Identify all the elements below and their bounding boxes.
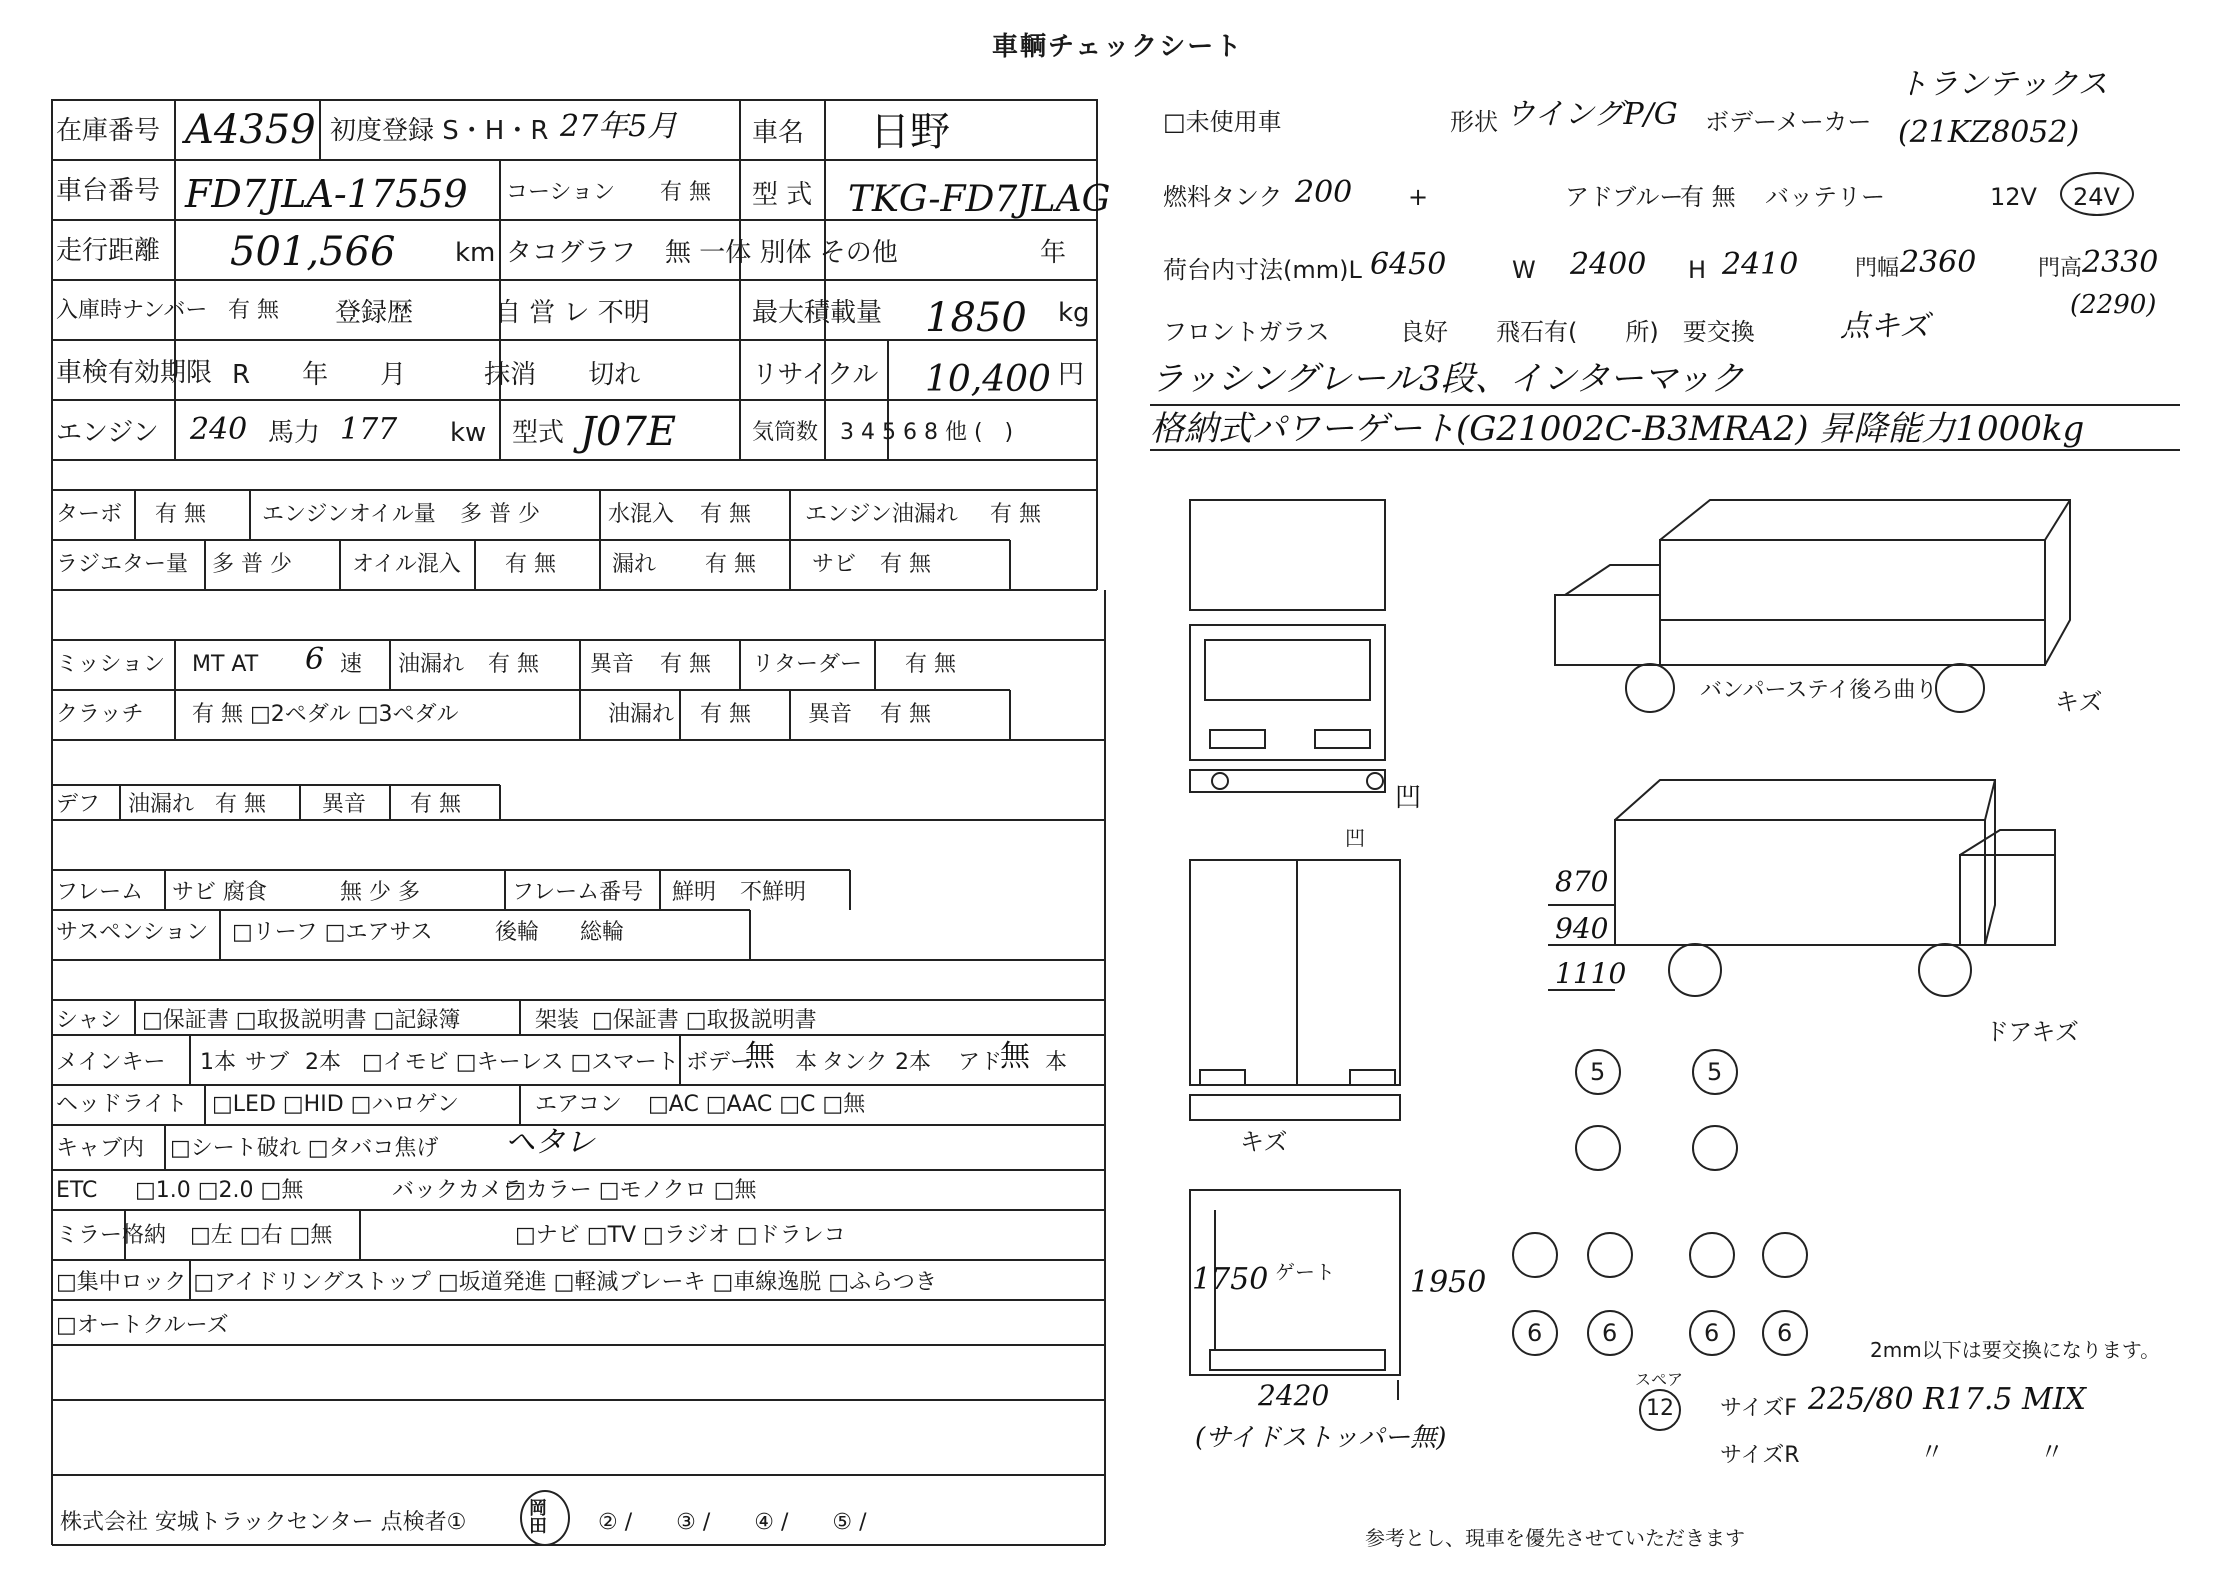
side-scratch-note: キズ xyxy=(2055,688,2103,716)
body-key-unit: 本 xyxy=(795,1050,818,1075)
engine-type-label: 型式 xyxy=(512,418,565,448)
aircon-options: □AC □AAC □C □無 xyxy=(648,1092,866,1117)
stock-number-value: A4359 xyxy=(185,107,316,153)
tachograph-label: タコグラフ xyxy=(506,238,637,268)
cylinders-options: 3 4 5 6 8 他 ( ) xyxy=(840,420,1014,445)
frame-rust-label: サビ 腐食 xyxy=(172,880,267,905)
tank-key-count: 2本 xyxy=(895,1050,931,1075)
transmission-noise-label: 異音 xyxy=(590,652,635,677)
tire-size-rear-value: 〃 〃 xyxy=(1920,1438,2064,1466)
rust-label: サビ xyxy=(812,552,857,577)
gate-width-label: 門幅 xyxy=(1855,256,1900,281)
car-name-value: 日野 xyxy=(870,109,950,155)
corrosion-options: 有 無 xyxy=(660,180,711,205)
engine-value: 240 xyxy=(190,412,248,447)
leak-label: 漏れ xyxy=(612,552,657,577)
top-dent-note: 凹 xyxy=(1345,826,1365,850)
gate-height-label: 門高 xyxy=(2038,256,2083,281)
recycle-unit: 円 xyxy=(1058,360,1085,390)
clutch-label: クラッチ xyxy=(56,702,144,727)
shape-value: ウイングP/G xyxy=(1505,97,1678,132)
engine-label: エンジン xyxy=(56,418,159,448)
chassis-number-value: FD7JLA-17559 xyxy=(185,172,468,216)
entry-plate-options: 有 無 xyxy=(228,298,279,323)
tire-size-rear-label: サイズR xyxy=(1720,1443,1800,1468)
turbo-options: 有 無 xyxy=(155,502,206,527)
inspector-stamp-text: 岡田 xyxy=(526,1498,547,1534)
frame-label: フレーム xyxy=(56,880,144,905)
gate-height: 2330 xyxy=(2082,245,2159,280)
battery-24v: 24V xyxy=(2073,183,2120,211)
engine-oil-leak-label: エンジン油漏れ xyxy=(805,502,958,527)
cargo-width-label: W xyxy=(1512,256,1536,284)
footer-company: 株式会社 安城トラックセンター 点検者① xyxy=(60,1510,467,1535)
body-maker-value: トランテックス xyxy=(1898,67,2108,102)
gate-label: ゲート xyxy=(1275,1260,1335,1284)
height-870: 870 xyxy=(1555,865,1609,898)
fuel-plus: + xyxy=(1408,183,1429,211)
front-dent-note: 凹 xyxy=(1395,783,1422,813)
frame-number-unclear: 不鮮明 xyxy=(740,880,807,905)
cargo-width: 2400 xyxy=(1570,247,1647,282)
height-940: 940 xyxy=(1555,912,1609,945)
transmission-leak-label: 油漏れ xyxy=(398,652,465,677)
transmission-label: ミッション xyxy=(56,652,166,677)
body-docs-label: 架装 xyxy=(535,1008,580,1033)
water-mix-options: 有 無 xyxy=(700,502,751,527)
gate-height-alt: (2290) xyxy=(2070,290,2157,320)
inspection-options: R 年 月 抹消 切れ xyxy=(232,360,641,390)
cargo-height-label: H xyxy=(1688,256,1707,284)
tachograph-year: 年 xyxy=(1040,238,1067,268)
auto-cruise-option: □オートクルーズ xyxy=(56,1313,229,1338)
body-maker-code: (21KZ8052) xyxy=(1898,115,2080,150)
suspension-rear: 後輪 xyxy=(495,920,540,945)
gate-width: 2360 xyxy=(1900,245,1977,280)
body-note-2: 格納式パワーゲート(G21002C-B3MRA2) 昇降能力1000kg xyxy=(1150,409,2085,449)
main-key-count: 1本 xyxy=(200,1050,236,1075)
entry-plate-label: 入庫時ナンバー xyxy=(56,298,208,323)
height-1110: 1110 xyxy=(1555,957,1627,990)
tire-size-front-value: 225/80 R17.5 MIX xyxy=(1808,1382,2086,1417)
body-maker-label: ボデーメーカー xyxy=(1705,108,1872,136)
cab-label: キャブ内 xyxy=(56,1136,145,1161)
safety-options: □集中ロック □アイドリングストップ □坂道発進 □軽減ブレーキ □車線逸脱 □ふらつき xyxy=(56,1270,937,1295)
retarder-options: 有 無 xyxy=(905,652,956,677)
tachograph-options: 無 一体 別体 その他 xyxy=(665,238,898,268)
sub-key-label: サブ xyxy=(245,1050,290,1075)
windshield-note: 点キズ xyxy=(1840,309,1930,344)
headlight-options: □LED □HID □ハロゲン xyxy=(212,1092,459,1117)
etc-label: ETC xyxy=(56,1178,98,1203)
tire-rear-1: 6 xyxy=(1527,1319,1543,1347)
footer-other-inspectors: ② / ③ / ④ / ⑤ / xyxy=(598,1510,867,1535)
diff-noise-label: 異音 xyxy=(322,792,367,817)
clutch-noise-label: 異音 xyxy=(808,702,853,727)
key-type-options: □イモビ □キーレス □スマート xyxy=(362,1050,679,1075)
inspection-label: 車検有効期限 xyxy=(56,358,213,388)
leak-options: 有 無 xyxy=(705,552,756,577)
gate-total-height: 1950 xyxy=(1410,1265,1487,1300)
battery-label: バッテリー xyxy=(1765,183,1885,211)
door-scratch-note: ドアキズ xyxy=(1985,1018,2079,1046)
gate-width-value: 2420 xyxy=(1258,1379,1330,1412)
spare-value: 12 xyxy=(1646,1396,1674,1421)
diff-leak-options: 有 無 xyxy=(215,792,266,817)
gear-count: 6 xyxy=(305,642,325,677)
battery-12v: 12V xyxy=(1990,183,2037,211)
engine-type-value: J07E xyxy=(580,409,677,455)
chassis-docs-options: □保証書 □取扱説明書 □記録簿 xyxy=(142,1008,461,1033)
chassis-number-label: 車台番号 xyxy=(56,176,161,206)
mileage-unit: km xyxy=(455,238,496,268)
mileage-label: 走行距離 xyxy=(56,236,161,266)
max-load-unit: kg xyxy=(1058,298,1090,328)
mirror-label: ミラー格納 xyxy=(56,1223,167,1248)
horsepower-label: 馬力 xyxy=(268,418,321,448)
engine-oil-level-label: エンジンオイル量 xyxy=(262,502,436,527)
cylinders-label: 気筒数 xyxy=(752,420,819,445)
cargo-dims-label: 荷台内寸法(mm)L xyxy=(1163,256,1362,284)
tank-key-label: タンク xyxy=(822,1050,888,1075)
max-load-value: 1850 xyxy=(925,295,1027,341)
back-camera-label: バックカメラ xyxy=(392,1178,525,1203)
oil-mix-options: 有 無 xyxy=(505,552,556,577)
etc-options: □1.0 □2.0 □無 xyxy=(135,1178,304,1203)
mirror-options: □左 □右 □無 xyxy=(190,1223,333,1248)
tire-replace-note: 2mm以下は要交換になります。 xyxy=(1870,1338,2161,1362)
tire-front-left: 5 xyxy=(1590,1058,1606,1086)
side-stopper-note: (サイドストッパー無) xyxy=(1195,1423,1447,1453)
windshield-label: フロントガラス xyxy=(1163,318,1330,346)
sub-key-count: 2本 xyxy=(305,1050,341,1075)
bottom-scratch-note: キズ xyxy=(1240,1128,1288,1156)
equipment-options: □ナビ □TV □ラジオ □ドラレコ xyxy=(515,1223,846,1248)
body-docs-options: □保証書 □取扱説明書 xyxy=(592,1008,817,1033)
tire-rear-3: 6 xyxy=(1704,1319,1720,1347)
gear-unit: 速 xyxy=(340,652,363,677)
recycle-value: 10,400 xyxy=(925,359,1051,400)
suspension-options: □リーフ □エアサス xyxy=(232,920,433,945)
chassis-docs-label: シャシ xyxy=(56,1008,122,1033)
headlight-label: ヘッドライト xyxy=(56,1092,188,1117)
shape-label: 形状 xyxy=(1450,108,1498,136)
water-mix-label: 水混入 xyxy=(608,502,675,527)
main-key-label: メインキー xyxy=(56,1050,166,1075)
cargo-length: 6450 xyxy=(1370,247,1447,282)
frame-number-label: フレーム番号 xyxy=(512,880,644,905)
first-registration-label: 初度登録 S・H・R xyxy=(330,116,549,146)
registration-history-label: 登録歴 xyxy=(335,298,414,328)
recycle-label: リサイクル xyxy=(752,360,879,390)
clutch-leak-label: 油漏れ xyxy=(608,702,675,727)
spare-label: スペア xyxy=(1635,1370,1684,1389)
radiator-label: ラジエター量 xyxy=(56,552,189,577)
fuel-tank-value: 200 xyxy=(1295,175,1353,210)
corrosion-label: コーション xyxy=(506,180,616,205)
registration-history-options: 自 営 レ 不明 xyxy=(495,298,650,328)
frame-number-clear: 鮮明 xyxy=(672,880,717,905)
windshield-options: 良好 飛石有( 所) 要交換 xyxy=(1400,318,1755,346)
diff-label: デフ xyxy=(56,792,101,817)
max-load-label: 最大積載量 xyxy=(752,298,883,328)
stock-number-label: 在庫番号 xyxy=(56,116,161,146)
car-name-label: 車名 xyxy=(752,118,805,148)
transmission-noise-options: 有 無 xyxy=(660,652,711,677)
back-camera-options: □カラー □モノクロ □無 xyxy=(505,1178,757,1203)
model-value: TKG-FD7JLAG xyxy=(848,179,1111,220)
kw-unit: kw xyxy=(450,418,487,448)
oil-mix-label: オイル混入 xyxy=(352,552,461,577)
bumper-stay-note: バンパーステイ後ろ曲り xyxy=(1700,678,1938,703)
frame-rust-options: 無 少 多 xyxy=(340,880,420,905)
diff-noise-options: 有 無 xyxy=(410,792,461,817)
cab-note: ヘタレ xyxy=(505,1125,595,1160)
tire-rear-2: 6 xyxy=(1602,1319,1618,1347)
adblue-label: アドブルー xyxy=(1565,183,1684,211)
reference-note: 参考とし、現車を優先させていただきます xyxy=(1365,1526,1745,1550)
page-title: 車輌チェックシート xyxy=(992,32,1244,62)
first-registration-value: 27年5月 xyxy=(560,109,678,144)
ad-key-unit: 本 xyxy=(1045,1050,1068,1075)
transmission-leak-options: 有 無 xyxy=(488,652,539,677)
clutch-options: 有 無 □2ペダル □3ペダル xyxy=(192,702,459,727)
rust-options: 有 無 xyxy=(880,552,931,577)
retarder-label: リターダー xyxy=(752,652,863,677)
radiator-options: 多 普 少 xyxy=(212,552,292,577)
body-key-value: 無 xyxy=(745,1039,775,1074)
ad-key-value: 無 xyxy=(1000,1039,1030,1074)
suspension-label: サスペンション xyxy=(56,920,209,945)
tire-size-front-label: サイズF xyxy=(1720,1396,1797,1421)
tire-rear-4: 6 xyxy=(1777,1319,1793,1347)
kw-value: 177 xyxy=(340,412,398,447)
diff-leak-label: 油漏れ xyxy=(128,792,195,817)
clutch-leak-options: 有 無 xyxy=(700,702,751,727)
suspension-all: 総輪 xyxy=(580,920,625,945)
unused-vehicle-checkbox: □未使用車 xyxy=(1163,108,1282,136)
tire-front-right: 5 xyxy=(1707,1058,1723,1086)
body-key-label: ボデー xyxy=(686,1050,753,1075)
clutch-noise-options: 有 無 xyxy=(880,702,931,727)
gate-height-value: 1750 xyxy=(1192,1262,1269,1297)
ad-key-label: アド xyxy=(958,1050,1003,1075)
adblue-options: 有 無 xyxy=(1680,183,1736,211)
engine-oil-leak-options: 有 無 xyxy=(990,502,1041,527)
aircon-label: エアコン xyxy=(535,1092,622,1117)
model-label: 型 式 xyxy=(752,180,813,210)
engine-oil-level-options: 多 普 少 xyxy=(460,502,540,527)
transmission-type: MT AT xyxy=(192,652,259,677)
fuel-tank-label: 燃料タンク xyxy=(1163,183,1283,211)
turbo-label: ターボ xyxy=(56,502,123,527)
body-note-1: ラッシングレール3段、インターマック xyxy=(1150,359,1745,399)
cab-options: □シート破れ □タバコ焦げ xyxy=(170,1136,439,1161)
mileage-value: 501,566 xyxy=(230,229,396,275)
cargo-height: 2410 xyxy=(1722,247,1799,282)
